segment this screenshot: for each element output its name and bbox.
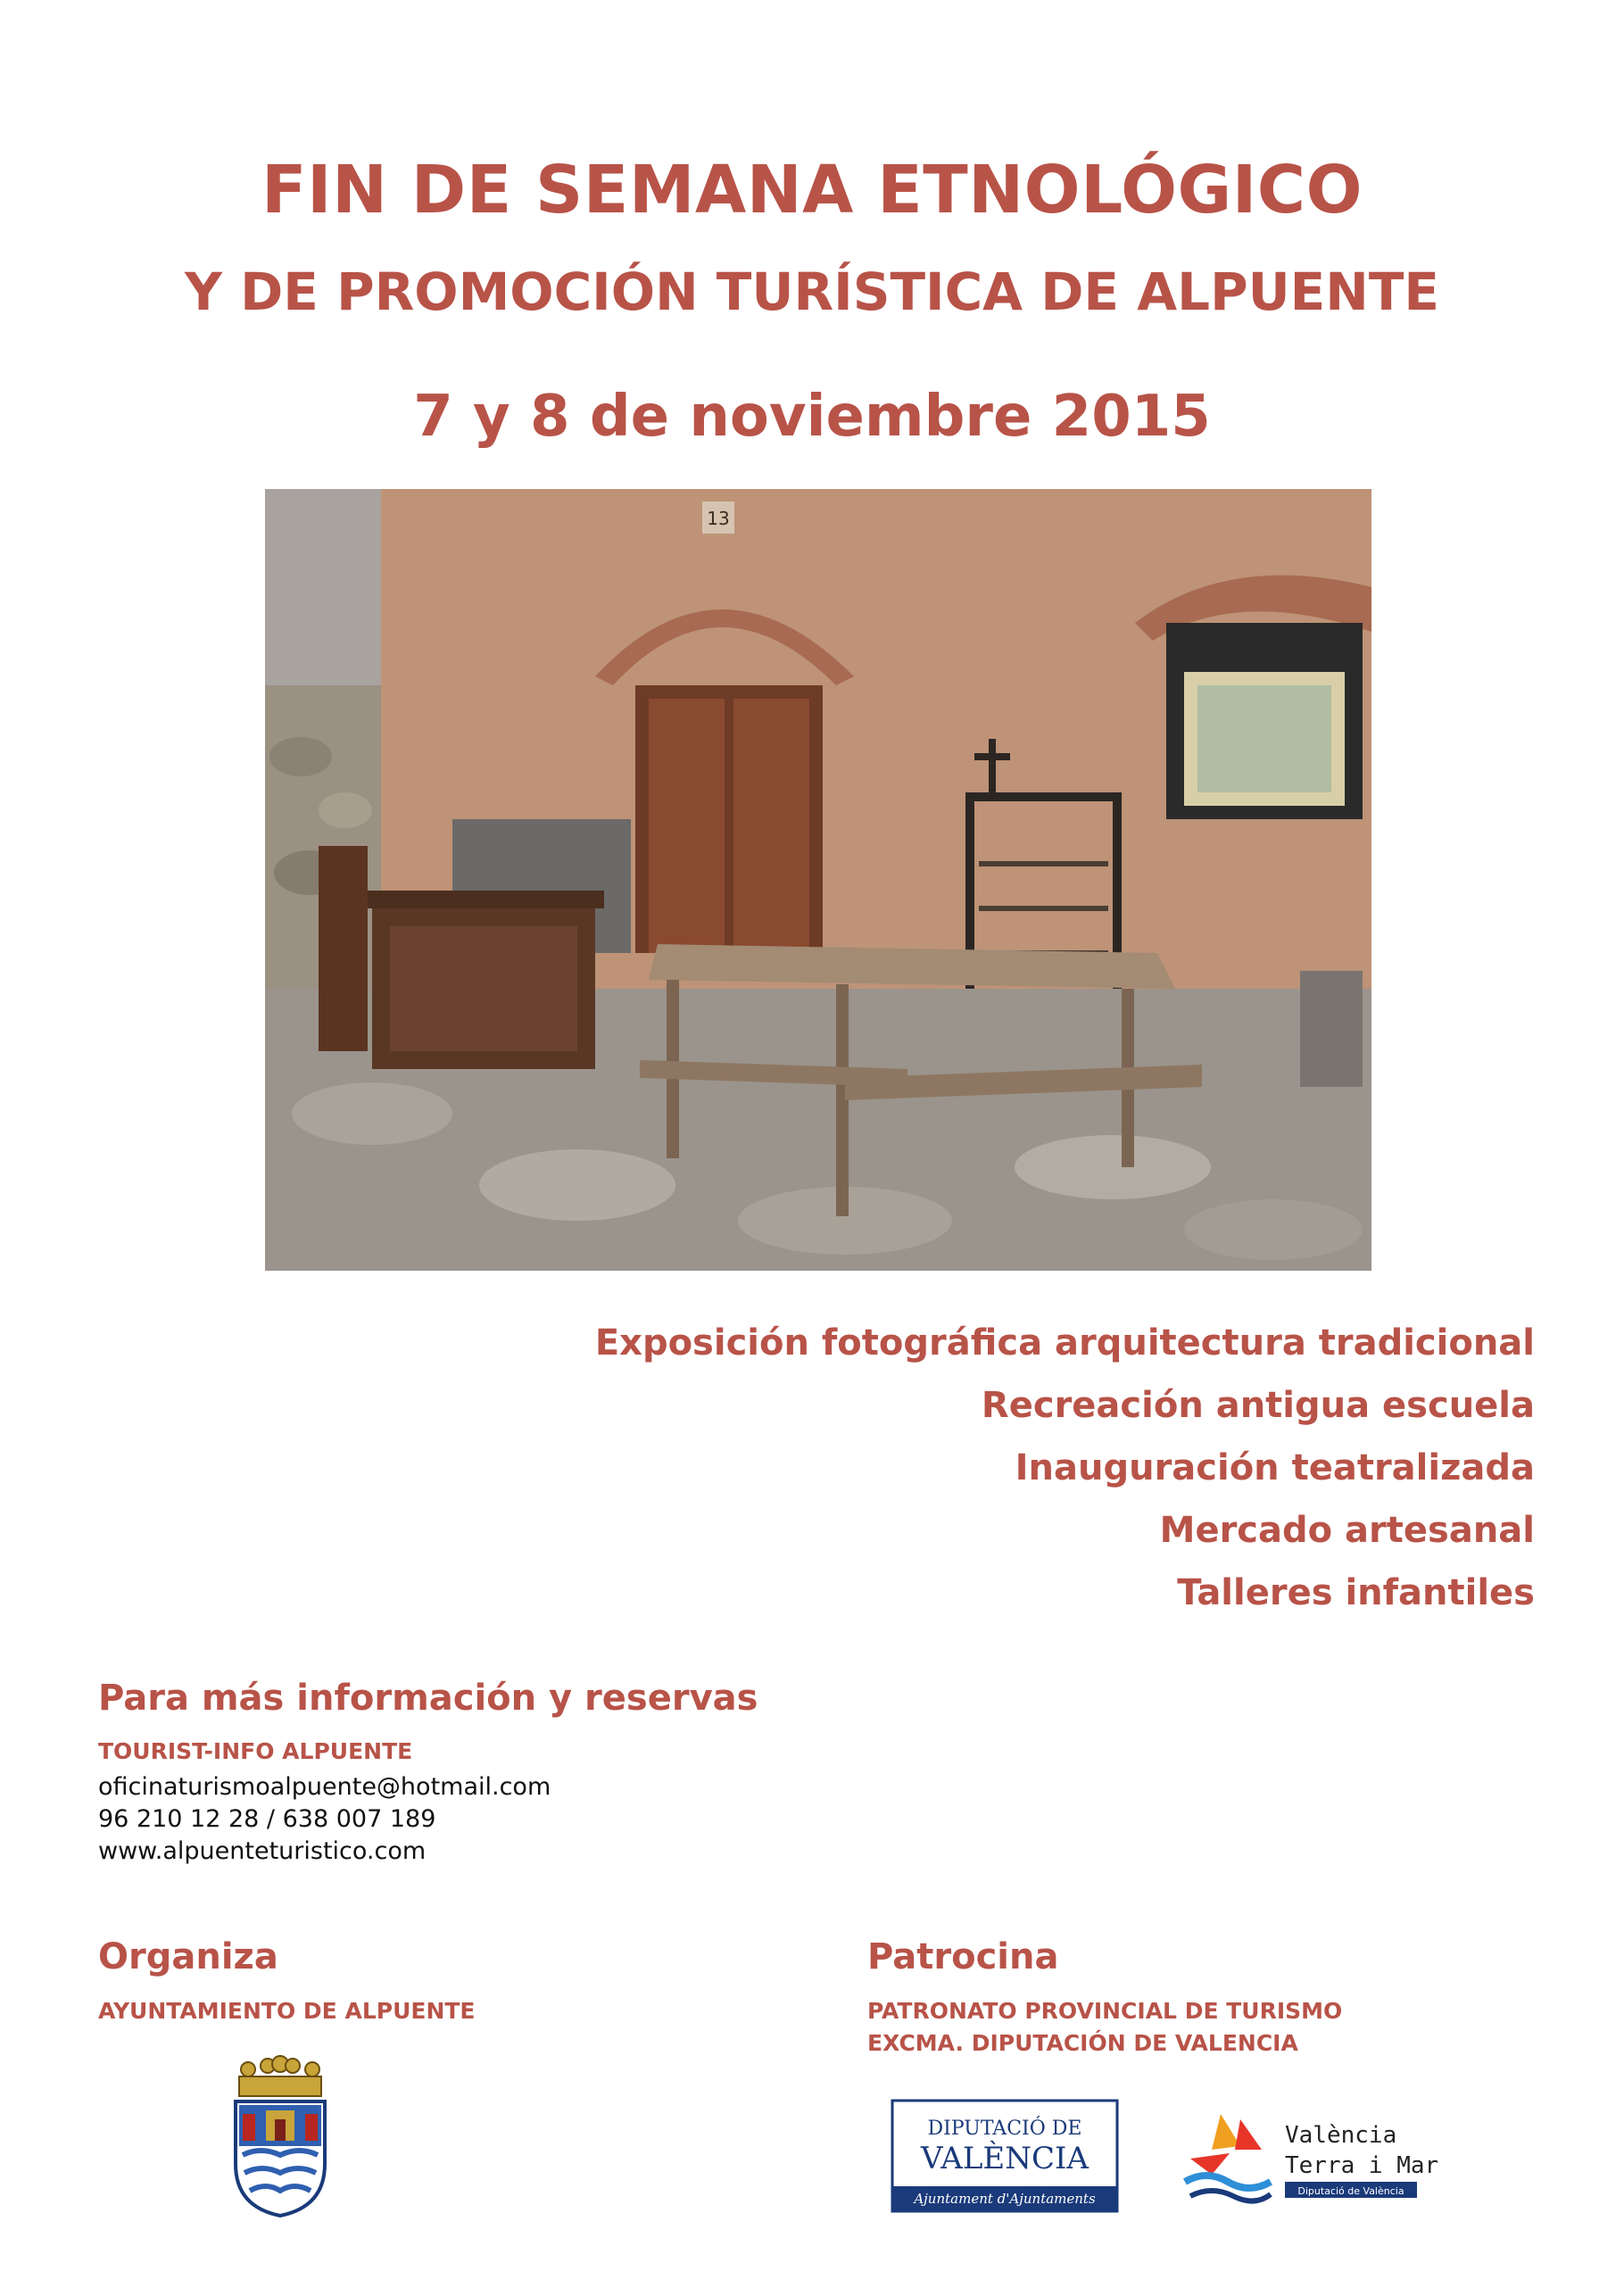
diputacio-valencia-logo — [892, 2101, 1117, 2211]
old-school-scene-illustration — [265, 489, 1371, 1271]
door-number: 13 — [707, 508, 730, 529]
activity-item: Mercado artesanal — [1159, 1510, 1535, 1551]
activity-item: Talleres infantiles — [1177, 1572, 1535, 1613]
diputacio-logo-subtitle: Ajuntament d'Ajuntaments — [914, 2191, 1096, 2207]
diputacio-logo-line2: VALÈNCIA — [921, 2141, 1089, 2176]
patrocina-line1: PATRONATO PROVINCIAL DE TURISMO — [867, 1998, 1343, 2024]
activities-list — [375, 1312, 1535, 1624]
vtm-logo-line2: Terra i Mar — [1285, 2152, 1439, 2179]
page-subtitle: Y DE PROMOCIÓN TURÍSTICA DE ALPUENTE — [184, 261, 1440, 322]
info-heading: Para más información y reservas — [98, 1678, 758, 1719]
activity-item: Recreación antigua escuela — [981, 1385, 1535, 1426]
vtm-logo-subtitle: Diputació de València — [1297, 2185, 1404, 2197]
activity-item: Inauguración teatralizada — [1015, 1447, 1535, 1488]
valencia-terra-i-mar-logo — [1185, 2110, 1439, 2207]
patrocina-line2: EXCMA. DIPUTACIÓN DE VALENCIA — [867, 2030, 1298, 2056]
page-title: FIN DE SEMANA ETNOLÓGICO — [261, 152, 1363, 228]
diputacio-logo-line1: DIPUTACIÓ DE — [927, 2118, 1082, 2140]
contact-email[interactable]: oficinaturismoalpuente@hotmail.com — [98, 1773, 551, 1801]
alpuente-coat-of-arms-logo — [230, 2057, 330, 2217]
vtm-logo-line1: València — [1285, 2122, 1397, 2149]
contact-website[interactable]: www.alpuenteturistico.com — [98, 1837, 427, 1865]
activity-item: Exposición fotográfica arquitectura tradicional — [594, 1322, 1535, 1364]
organiza-heading: Organiza — [98, 1936, 278, 1977]
patrocina-heading: Patrocina — [867, 1936, 1059, 1977]
info-organization: TOURIST-INFO ALPUENTE — [98, 1738, 413, 1764]
event-photo — [265, 489, 1371, 1271]
organiza-name: AYUNTAMIENTO DE ALPUENTE — [98, 1998, 476, 2024]
contact-phone: 96 210 12 28 / 638 007 189 — [98, 1805, 436, 1833]
event-date: 7 y 8 de noviembre 2015 — [413, 384, 1211, 450]
